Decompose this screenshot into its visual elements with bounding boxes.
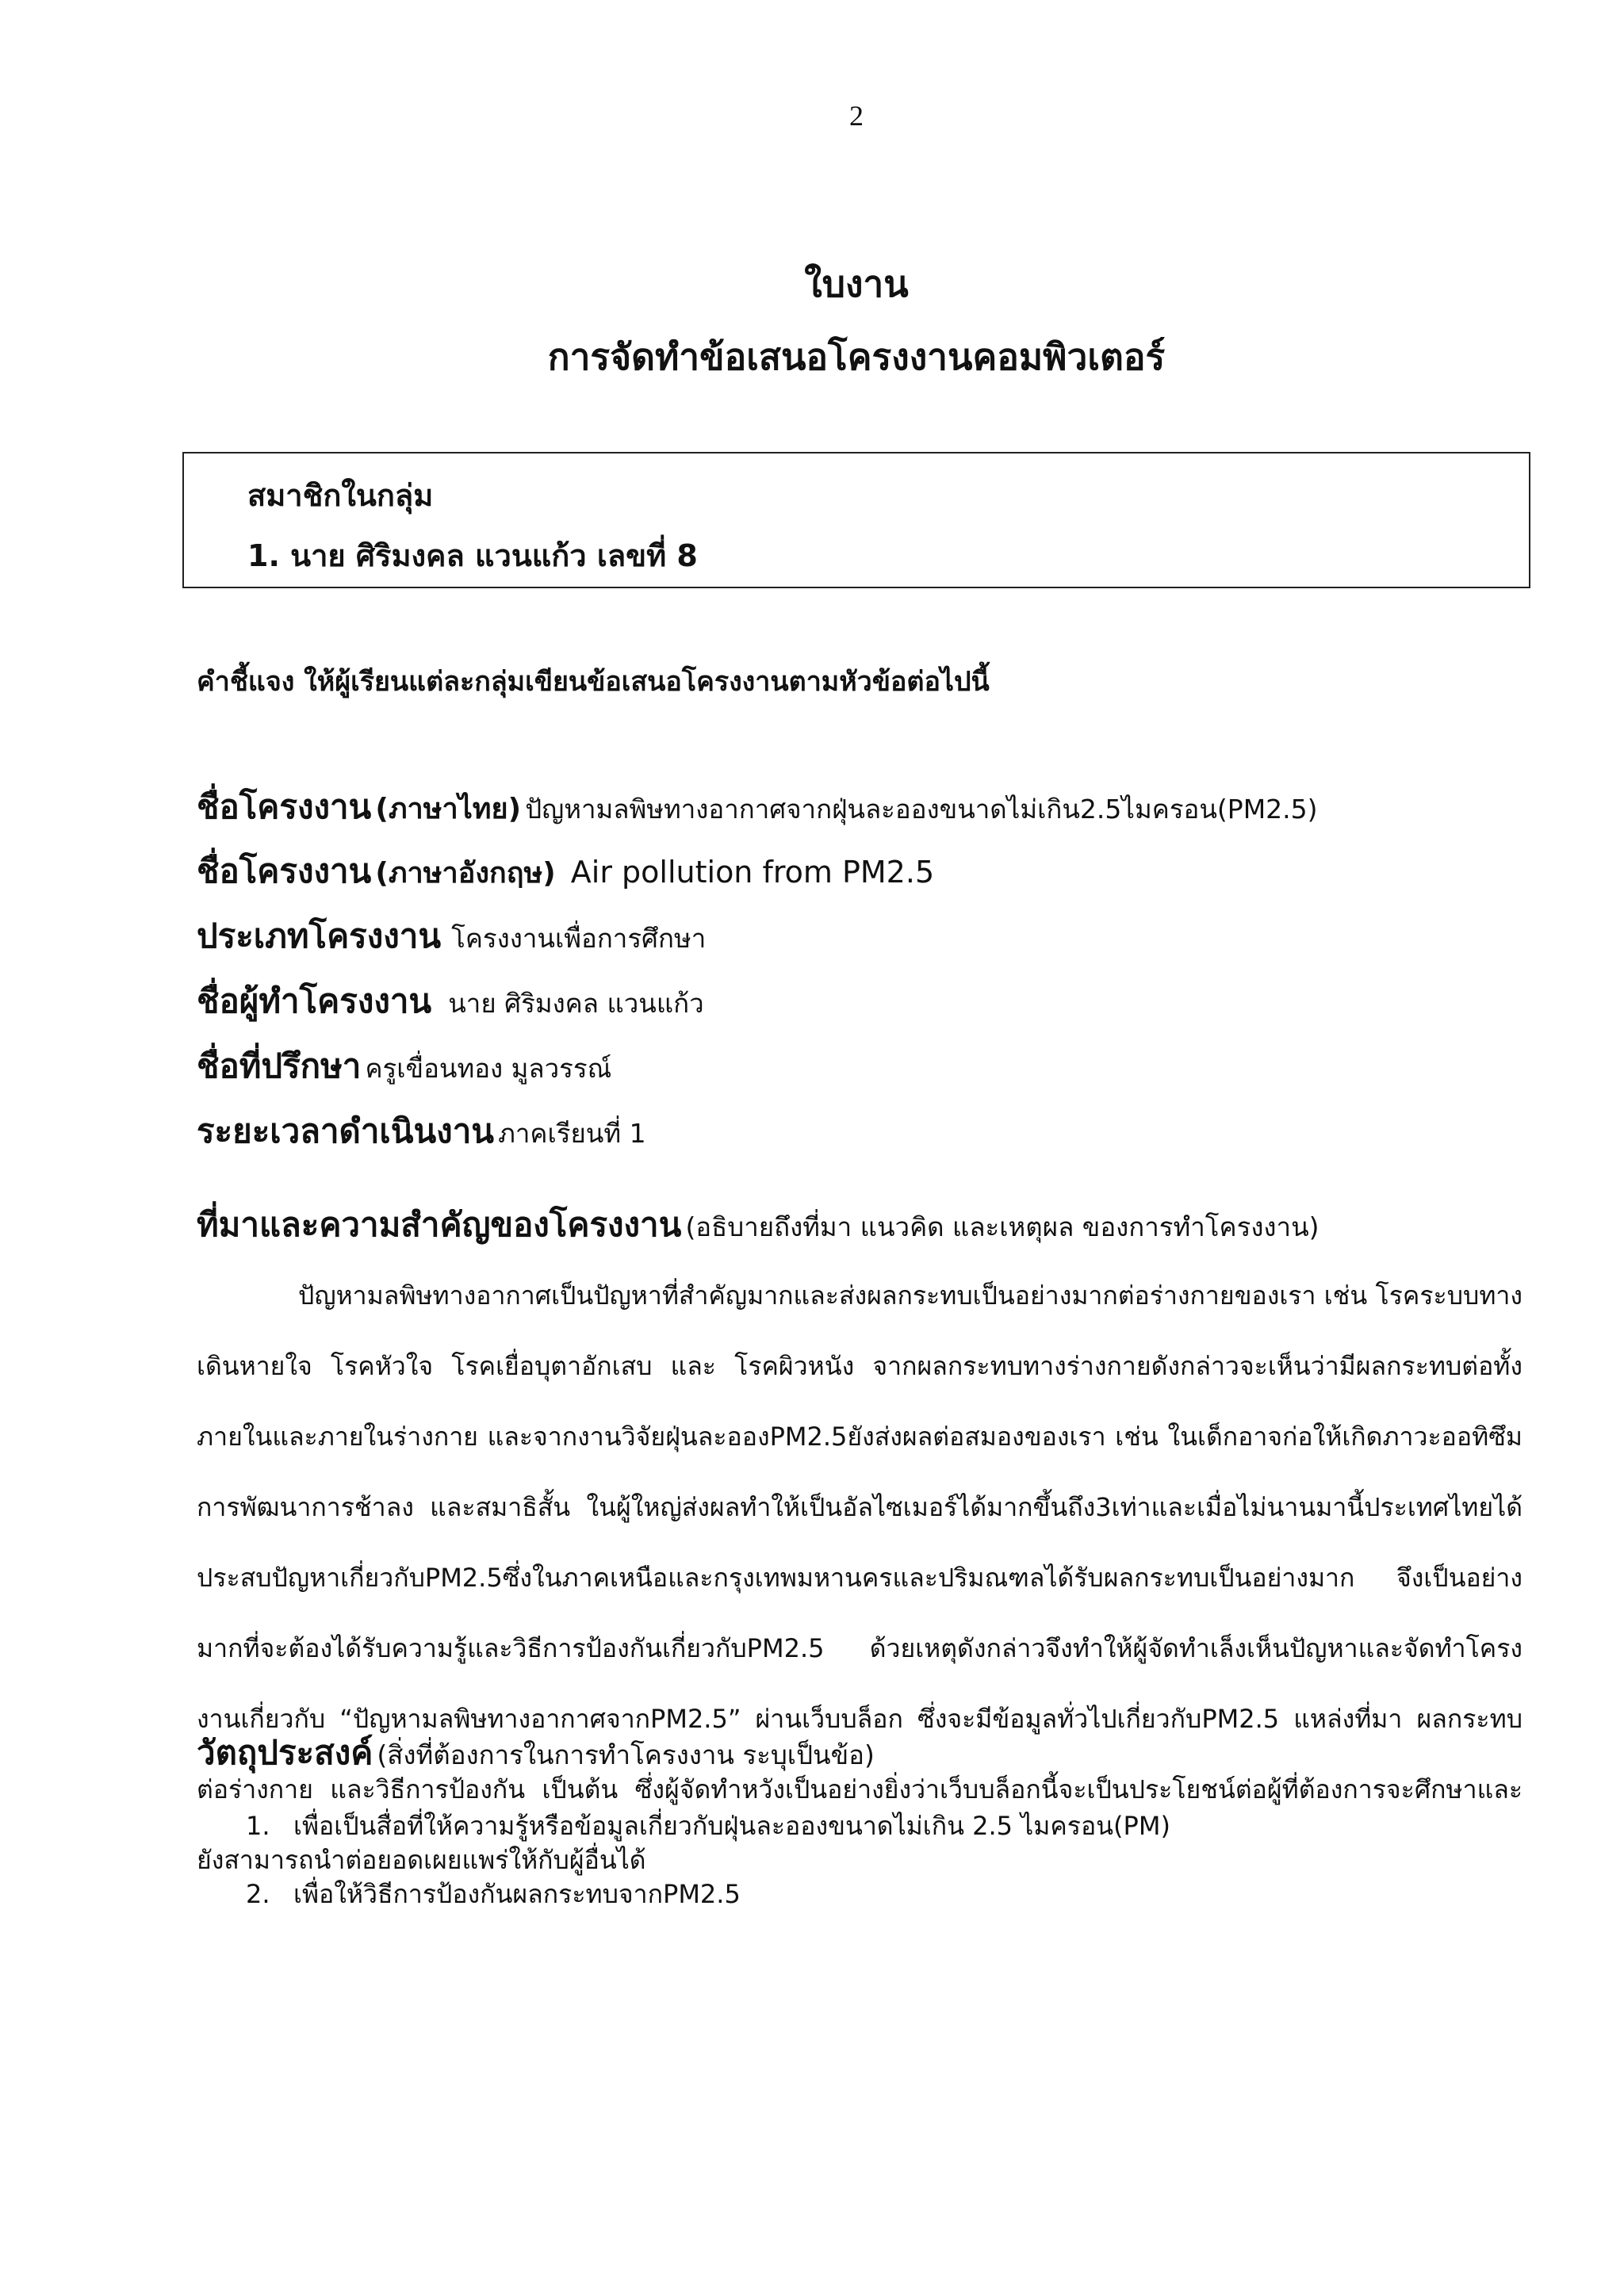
advisor-row	[197, 1040, 611, 1093]
advisor-value: ครูเขื่อนทอง มูลวรรณ์	[365, 1053, 612, 1084]
thai-project-name-value: ปัญหามลพิษทางอากาศจากฝุ่นละอองขนาดไม่เกิน2.5ไมครอน(PM2.5)	[525, 794, 1318, 825]
project-type-row	[197, 910, 706, 962]
worksheet-subtitle: การจัดทำข้อเสนอโครงงานคอมพิวเตอร์	[547, 335, 1166, 378]
members-box	[182, 452, 1530, 588]
advisor-label: ชื่อที่ปรึกษา	[197, 1047, 362, 1085]
duration-row	[197, 1105, 646, 1158]
background-paragraph: ปัญหามลพิษทางอากาศเป็นปัญหาที่สำคัญมากและส่งผลกระทบเป็นอย่างมากต่อร่างกายของเรา เช่น โรคระบบทางเดินหายใจ โรคหัวใจ โรคเยื่อบุตาอักเสบ และ โรคผิวหนัง จากผลกระทบทางร่างกายดังกล่าวจะเห็นว่ามีผลกระทบต่อทั้งภายในและภายในร่างกาย และจากงานวิจัยฝุ่นละอองPM2.5ยังส่งผลต่อสมองของเรา เช่น ในเด็กอาจก่อให้เกิดภาวะออทิซึม การพัฒนาการช้าลง และสมาธิสั้น ในผู้ใหญ่ส่งผลทำให้เป็นอัลไซเมอร์ได้มากขึ้นถึง3เท่าและเมื่อไม่นานมานี้ประเทศไทยได้ประสบปัญหาเกี่ยวกับPM2.5ซึ่งในภาคเหนือและกรุงเทพมหานครและปริมณฑลได้รับผลกระทบเป็นอย่างมาก จึงเป็นอย่างมากที่จะต้องได้รับความรู้และวิธีการป้องกันเกี่ยวกับPM2.5 ด้วยเหตุดังกล่าวจึงทำให้ผู้จัดทำเล็งเห็นปัญหาและจัดทำโครงงานเกี่ยวกับ “ปัญหามลพิษทางอากาศจากPM2.5” ผ่านเว็บบล็อก ซึ่งจะมีข้อมูลทั่วไปเกี่ยวกับPM2.5 แหล่งที่มา ผลกระทบต่อร่างกาย และวิธีการป้องกัน เป็นต้น ซึ่งผู้จัดทำหวังเป็นอย่างยิ่งว่าเว็บบล็อกนี้จะเป็นประโยชน์ต่อผู้ที่ต้องการจะศึกษาและยังสามารถนำต่อยอดเผยแพร่ให้กับผู้อื่นได้	[197, 1280, 1523, 1875]
members-heading: สมาชิกในกลุ่ม	[247, 478, 434, 513]
objectives-note: (สิ่งที่ต้องการในการทำโครงงาน ระบุเป็นข้อ)	[377, 1739, 875, 1770]
objective-number: 1.	[246, 1811, 270, 1841]
instruction-text: คำชี้แจง ให้ผู้เรียนแต่ละกลุ่มเขียนข้อเสนอโครงงานตามหัวข้อต่อไปนี้	[197, 666, 990, 698]
thai-project-name-label: ชื่อโครงงาน	[197, 787, 372, 826]
objective-text: เพื่อเป็นสื่อที่ให้ความรู้หรือข้อมูลเกี่ยวกับฝุ่นละอองขนาดไม่เกิน 2.5 ไมครอน(PM)	[293, 1811, 1170, 1841]
thai-project-name-row	[197, 781, 1318, 833]
background-note: (อธิบายถึงที่มา แนวคิด และเหตุผล ของการทำโครงงาน)	[685, 1211, 1320, 1242]
project-author-value: นาย ศิริมงคล แวนแก้ว	[448, 988, 704, 1019]
english-project-name-row	[197, 845, 934, 897]
page-number: 2	[849, 100, 864, 132]
project-type-value: โครงงานเพื่อการศึกษา	[451, 923, 707, 954]
duration-value: ภาคเรียนที่ 1	[498, 1118, 646, 1149]
english-project-name-label: ชื่อโครงงาน	[197, 851, 372, 890]
duration-label: ระยะเวลาดำเนินงาน	[197, 1112, 494, 1150]
objective-number: 2.	[246, 1879, 270, 1909]
background-heading: ที่มาและความสำคัญของโครงงาน	[197, 1205, 682, 1244]
objectives-list	[197, 1792, 1170, 1928]
project-author-label: ชื่อผู้ทำโครงงาน	[197, 982, 432, 1020]
objectives-heading: วัตถุประสงค์	[197, 1733, 373, 1772]
list-item	[197, 1860, 1170, 1928]
worksheet-title: ใบงาน	[804, 262, 909, 305]
english-project-name-sublabel: (ภาษาอังกฤษ)	[375, 857, 556, 890]
objective-text: เพื่อให้วิธีการป้องกันผลกระทบจากPM2.5	[293, 1879, 741, 1909]
list-item	[197, 1792, 1170, 1860]
member-item: 1. นาย ศิริมงคล แวนแก้ว เลขที่ 8	[247, 538, 698, 573]
thai-project-name-sublabel: (ภาษาไทย)	[375, 793, 522, 825]
objectives-heading-row	[197, 1727, 875, 1779]
project-author-row	[197, 975, 704, 1027]
project-type-label: ประเภทโครงงาน	[197, 916, 442, 955]
english-project-name-value: Air pollution from PM2.5	[570, 855, 935, 890]
background-heading-row	[197, 1199, 1320, 1251]
